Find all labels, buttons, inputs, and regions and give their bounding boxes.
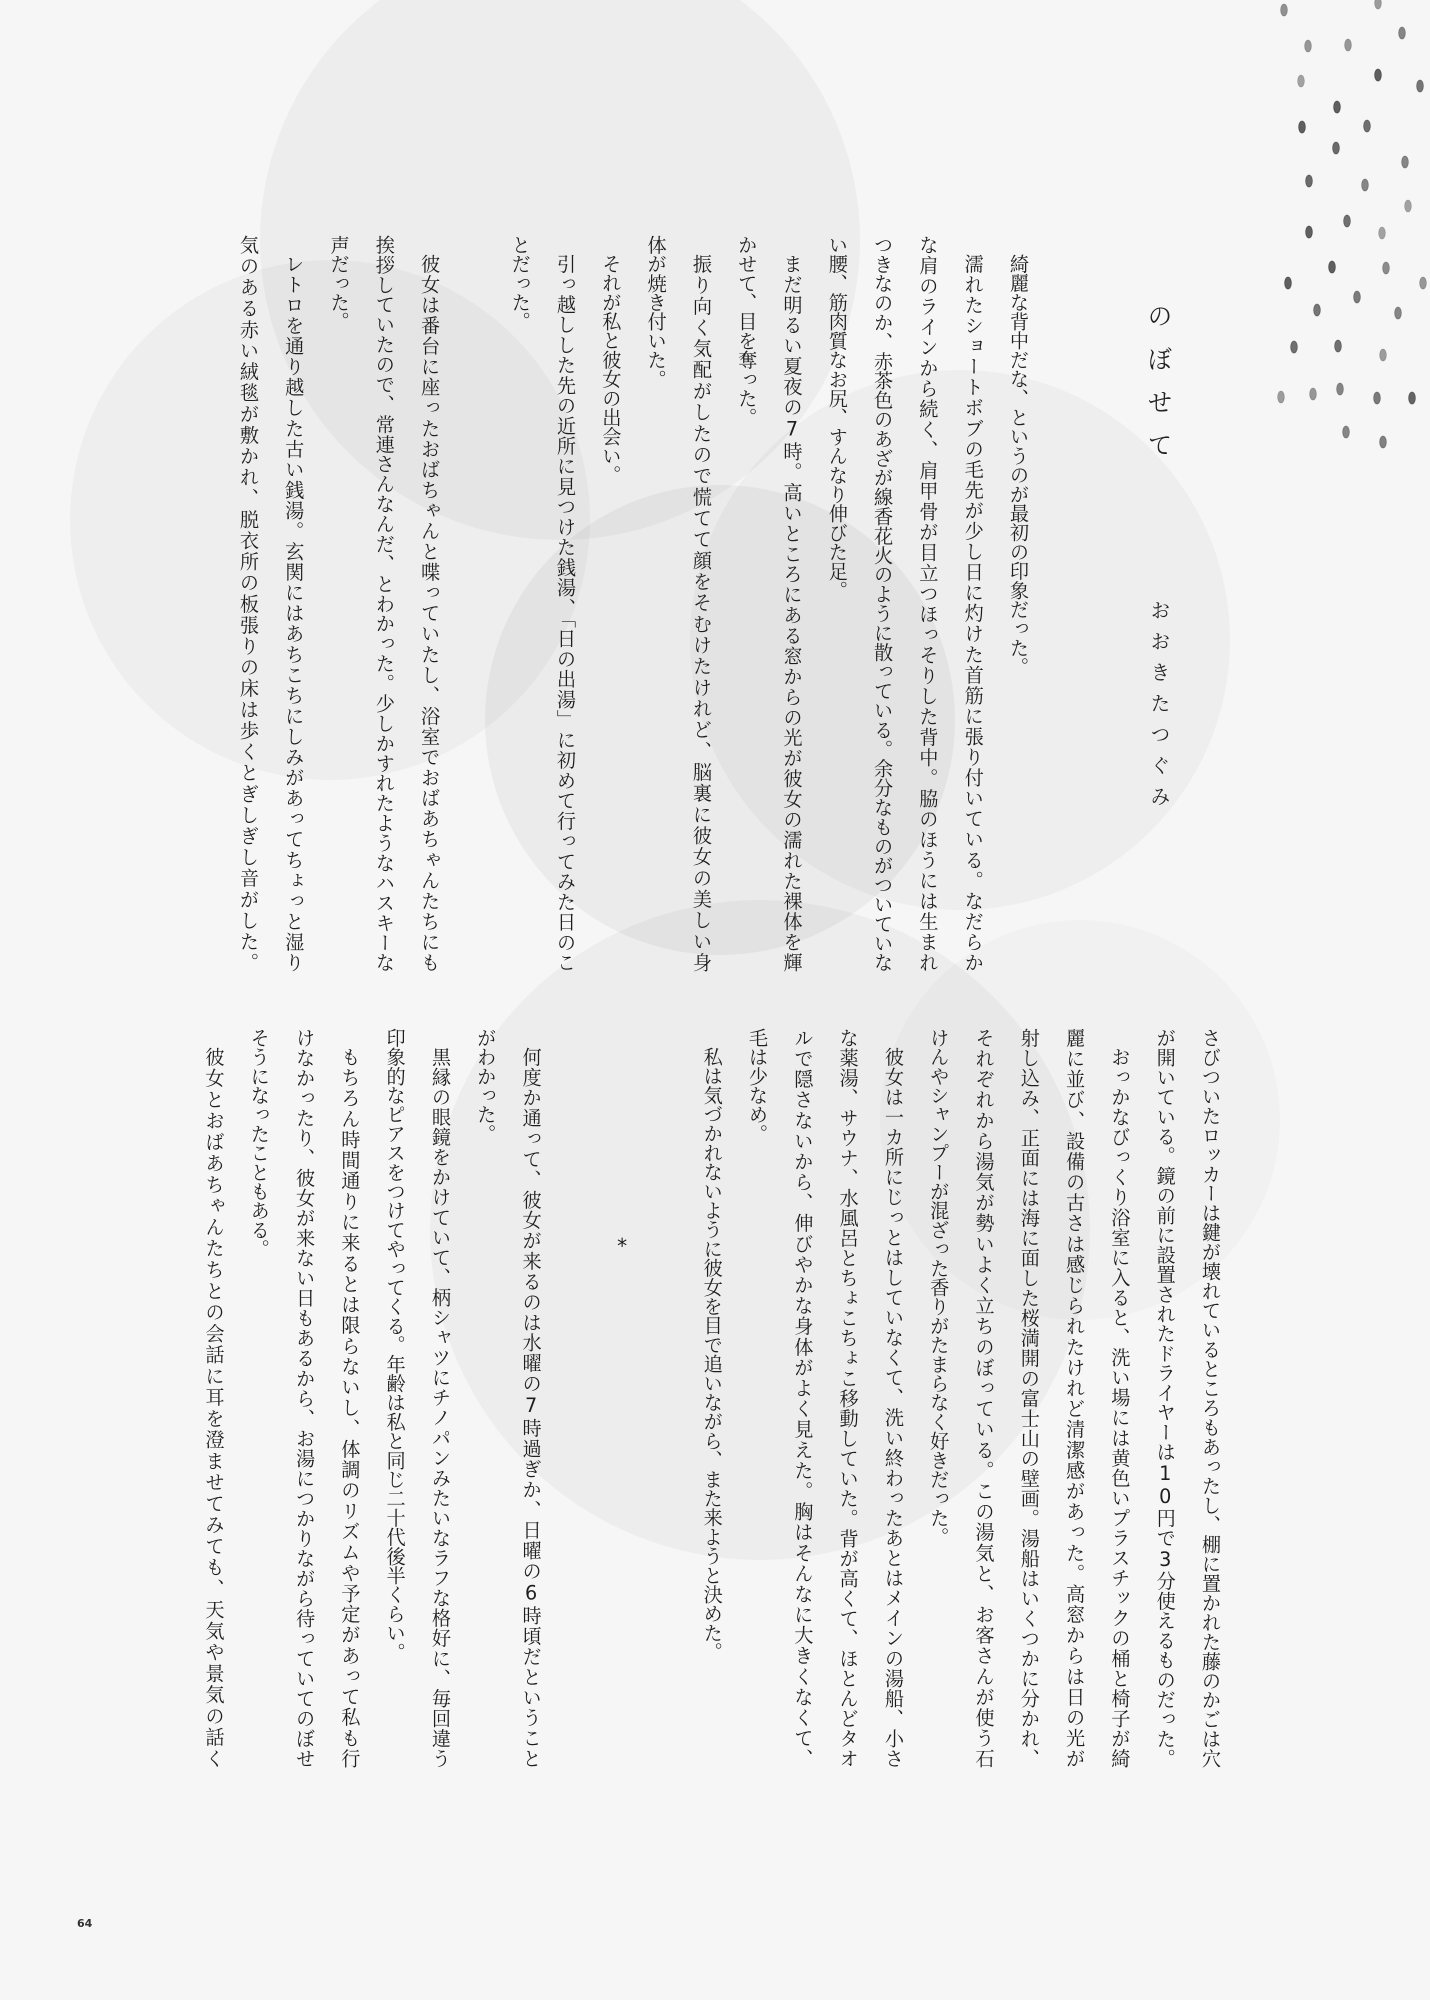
ink-dot <box>1285 277 1292 289</box>
ink-dot <box>1380 436 1387 448</box>
ink-dot <box>1333 142 1340 154</box>
ink-dot <box>1337 383 1344 395</box>
ink-dot <box>1379 227 1386 239</box>
blank-line <box>452 235 497 972</box>
ink-dot <box>1291 341 1298 353</box>
ink-dot <box>1375 0 1382 9</box>
ink-dot <box>1298 75 1305 87</box>
text-column: 声だった。 <box>327 235 351 331</box>
ink-dot <box>1345 39 1352 51</box>
text-column: 私は気づかれないように彼女を目で追いながら、また来ようと決めた。 <box>700 1047 724 1662</box>
ink-dot <box>1329 261 1336 273</box>
text-column: つきなのか、赤茶色のあざが線香花火のように散っている。余分なものがついていな <box>871 235 895 972</box>
scene-break-asterisk: * <box>610 1234 635 1258</box>
ink-dot <box>1344 215 1351 227</box>
text-column: 彼女は番台に座ったおばちゃんと喋っていたし、浴室でおばあちゃんたちにも <box>418 254 442 972</box>
ink-dot <box>1335 340 1342 352</box>
text-column: 気のある赤い絨毯が敷かれ、脱衣所の板張りの床は歩くとぎしぎし音がした。 <box>236 235 260 972</box>
text-column: 印象的なピアスをつけてやってくる。年齢は私と同じ二十代後半くらい。 <box>383 1028 407 1662</box>
text-column: 振り向く気配がしたので慌てて顔をそむけたけれど、脳裏に彼女の美しい身 <box>689 254 713 972</box>
ink-dot <box>1383 262 1390 274</box>
text-column: 引っ越しした先の近所に見つけた銭湯、「日の出湯」に初めて行ってみた日のこ <box>554 254 578 972</box>
text-column: ルで隠さないから、伸びやかな身体がよく見えた。胸はそんなに大きくなくて、 <box>791 1028 815 1768</box>
ink-dot <box>1305 40 1312 52</box>
text-column: がわかった。 <box>474 1028 498 1144</box>
text-column: そうになったこともある。 <box>247 1028 271 1259</box>
body-text-upper <box>226 235 1041 972</box>
ink-dot <box>1420 277 1427 289</box>
ink-dot <box>1380 349 1387 361</box>
text-column: 毛は少なめ。 <box>746 1028 770 1144</box>
ink-dot <box>1299 121 1306 133</box>
text-column: とだった。 <box>508 235 532 331</box>
text-column: それが私と彼女の出会い。 <box>599 254 623 485</box>
text-column: さびついたロッカーは鍵が壊れているところもあったし、棚に置かれた藤のかごは穴 <box>1199 1028 1222 1768</box>
ink-dot <box>1354 291 1361 303</box>
text-column: 彼女とおばあちゃんたちとの会話に耳を澄ませてみても、天気や景気の話く <box>202 1047 226 1768</box>
ink-dot <box>1399 27 1406 39</box>
text-column: レトロを通り越した古い銭湯。玄関にはあちこちにしみがあってちょっと湿り <box>282 254 306 972</box>
text-column: が開いている。鏡の前に設置されたドライヤーは10円で3分使えるものだった。 <box>1153 1028 1177 1768</box>
text-column: おっかなびっくり浴室に入ると、洗い場には黄色いプラスチックの桶と椅子が綺 <box>1108 1047 1132 1768</box>
body-text-lower <box>191 1028 1233 1768</box>
text-column: 体が焼き付いた。 <box>644 235 668 389</box>
ink-dot <box>1417 80 1424 92</box>
ink-dot <box>1334 101 1341 113</box>
blank-line <box>554 1028 599 1768</box>
text-column: な薬湯、サウナ、水風呂とちょこちょこ移動していた。背が高くて、ほとんどタオ <box>836 1028 860 1768</box>
ink-dot <box>1362 179 1369 191</box>
ink-dot <box>1375 69 1382 81</box>
text-column: 黒縁の眼鏡をかけていて、柄シャツにチノパンみたいなラフな格好に、毎回違う <box>428 1047 452 1768</box>
text-column: かせて、目を奪った。 <box>735 235 759 427</box>
text-column: もちろん時間通りに来るとは限らないし、体調のリズムや予定があって私も行 <box>338 1047 362 1768</box>
text-column: けなかったり、彼女が来ない日もあるから、お湯につかりながら待っていてのぼせ <box>293 1028 317 1768</box>
text-column: な肩のラインから続く、肩甲骨が目立つほっそりした背中。脇のほうには生まれ <box>916 235 940 972</box>
ink-dot <box>1405 200 1412 212</box>
text-column: 挨拶していたので、常連さんなんだ、とわかった。少しかすれたようなハスキーな <box>372 235 396 972</box>
page-number: 64 <box>77 1917 93 1930</box>
text-column: 濡れたショートボブの毛先が少し日に灼けた首筋に張り付いている。なだらか <box>961 254 985 973</box>
text-column: 何度か通って、彼女が来るのは水曜の7時過ぎか、日曜の6時頃だということ <box>519 1047 543 1768</box>
ink-dot <box>1314 304 1321 316</box>
author-name: おおきたつぐみ <box>1147 600 1171 817</box>
ink-dot <box>1310 388 1317 400</box>
ink-dot <box>1281 4 1288 16</box>
ink-dot <box>1364 120 1371 132</box>
ink-dot <box>1374 392 1381 404</box>
text-column: それぞれから湯気が勢いよく立ちのぼっている。この湯気と、お客さんが使う石 <box>972 1028 996 1768</box>
text-column: まだ明るい夏夜の7時。高いところにある窓からの光が彼女の濡れた裸体を輝 <box>780 254 804 972</box>
text-column: 綺麗な背中だな、というのが最初の印象だった。 <box>1007 254 1030 677</box>
ink-dot <box>1402 156 1409 168</box>
text-column: 射し込み、正面には海に面した桜満開の富士山の壁画。湯船はいくつかに分かれ、 <box>1017 1028 1041 1768</box>
ink-dot <box>1395 307 1402 319</box>
ink-dot <box>1306 175 1313 187</box>
blank-line <box>644 1028 689 1768</box>
text-column: けんやシャンプーが混ざった香りがたまらなく好きだった。 <box>927 1028 951 1547</box>
text-column: い腰、筋肉質なお尻、すんなり伸びた足。 <box>825 235 849 600</box>
story-title: のぼせて <box>1144 303 1173 475</box>
ink-dot <box>1306 226 1313 238</box>
ink-dot <box>1278 391 1285 403</box>
dot-pattern-decoration <box>1260 0 1430 460</box>
ink-dot <box>1343 426 1350 438</box>
text-column: 麗に並び、設備の古さは感じられたけれど清潔感があった。高窓からは日の光が <box>1063 1028 1087 1768</box>
ink-dot <box>1409 392 1416 404</box>
text-column: 彼女は一カ所にじっとはしていなくて、洗い終わったあとはメインの湯船、小さ <box>881 1047 905 1768</box>
